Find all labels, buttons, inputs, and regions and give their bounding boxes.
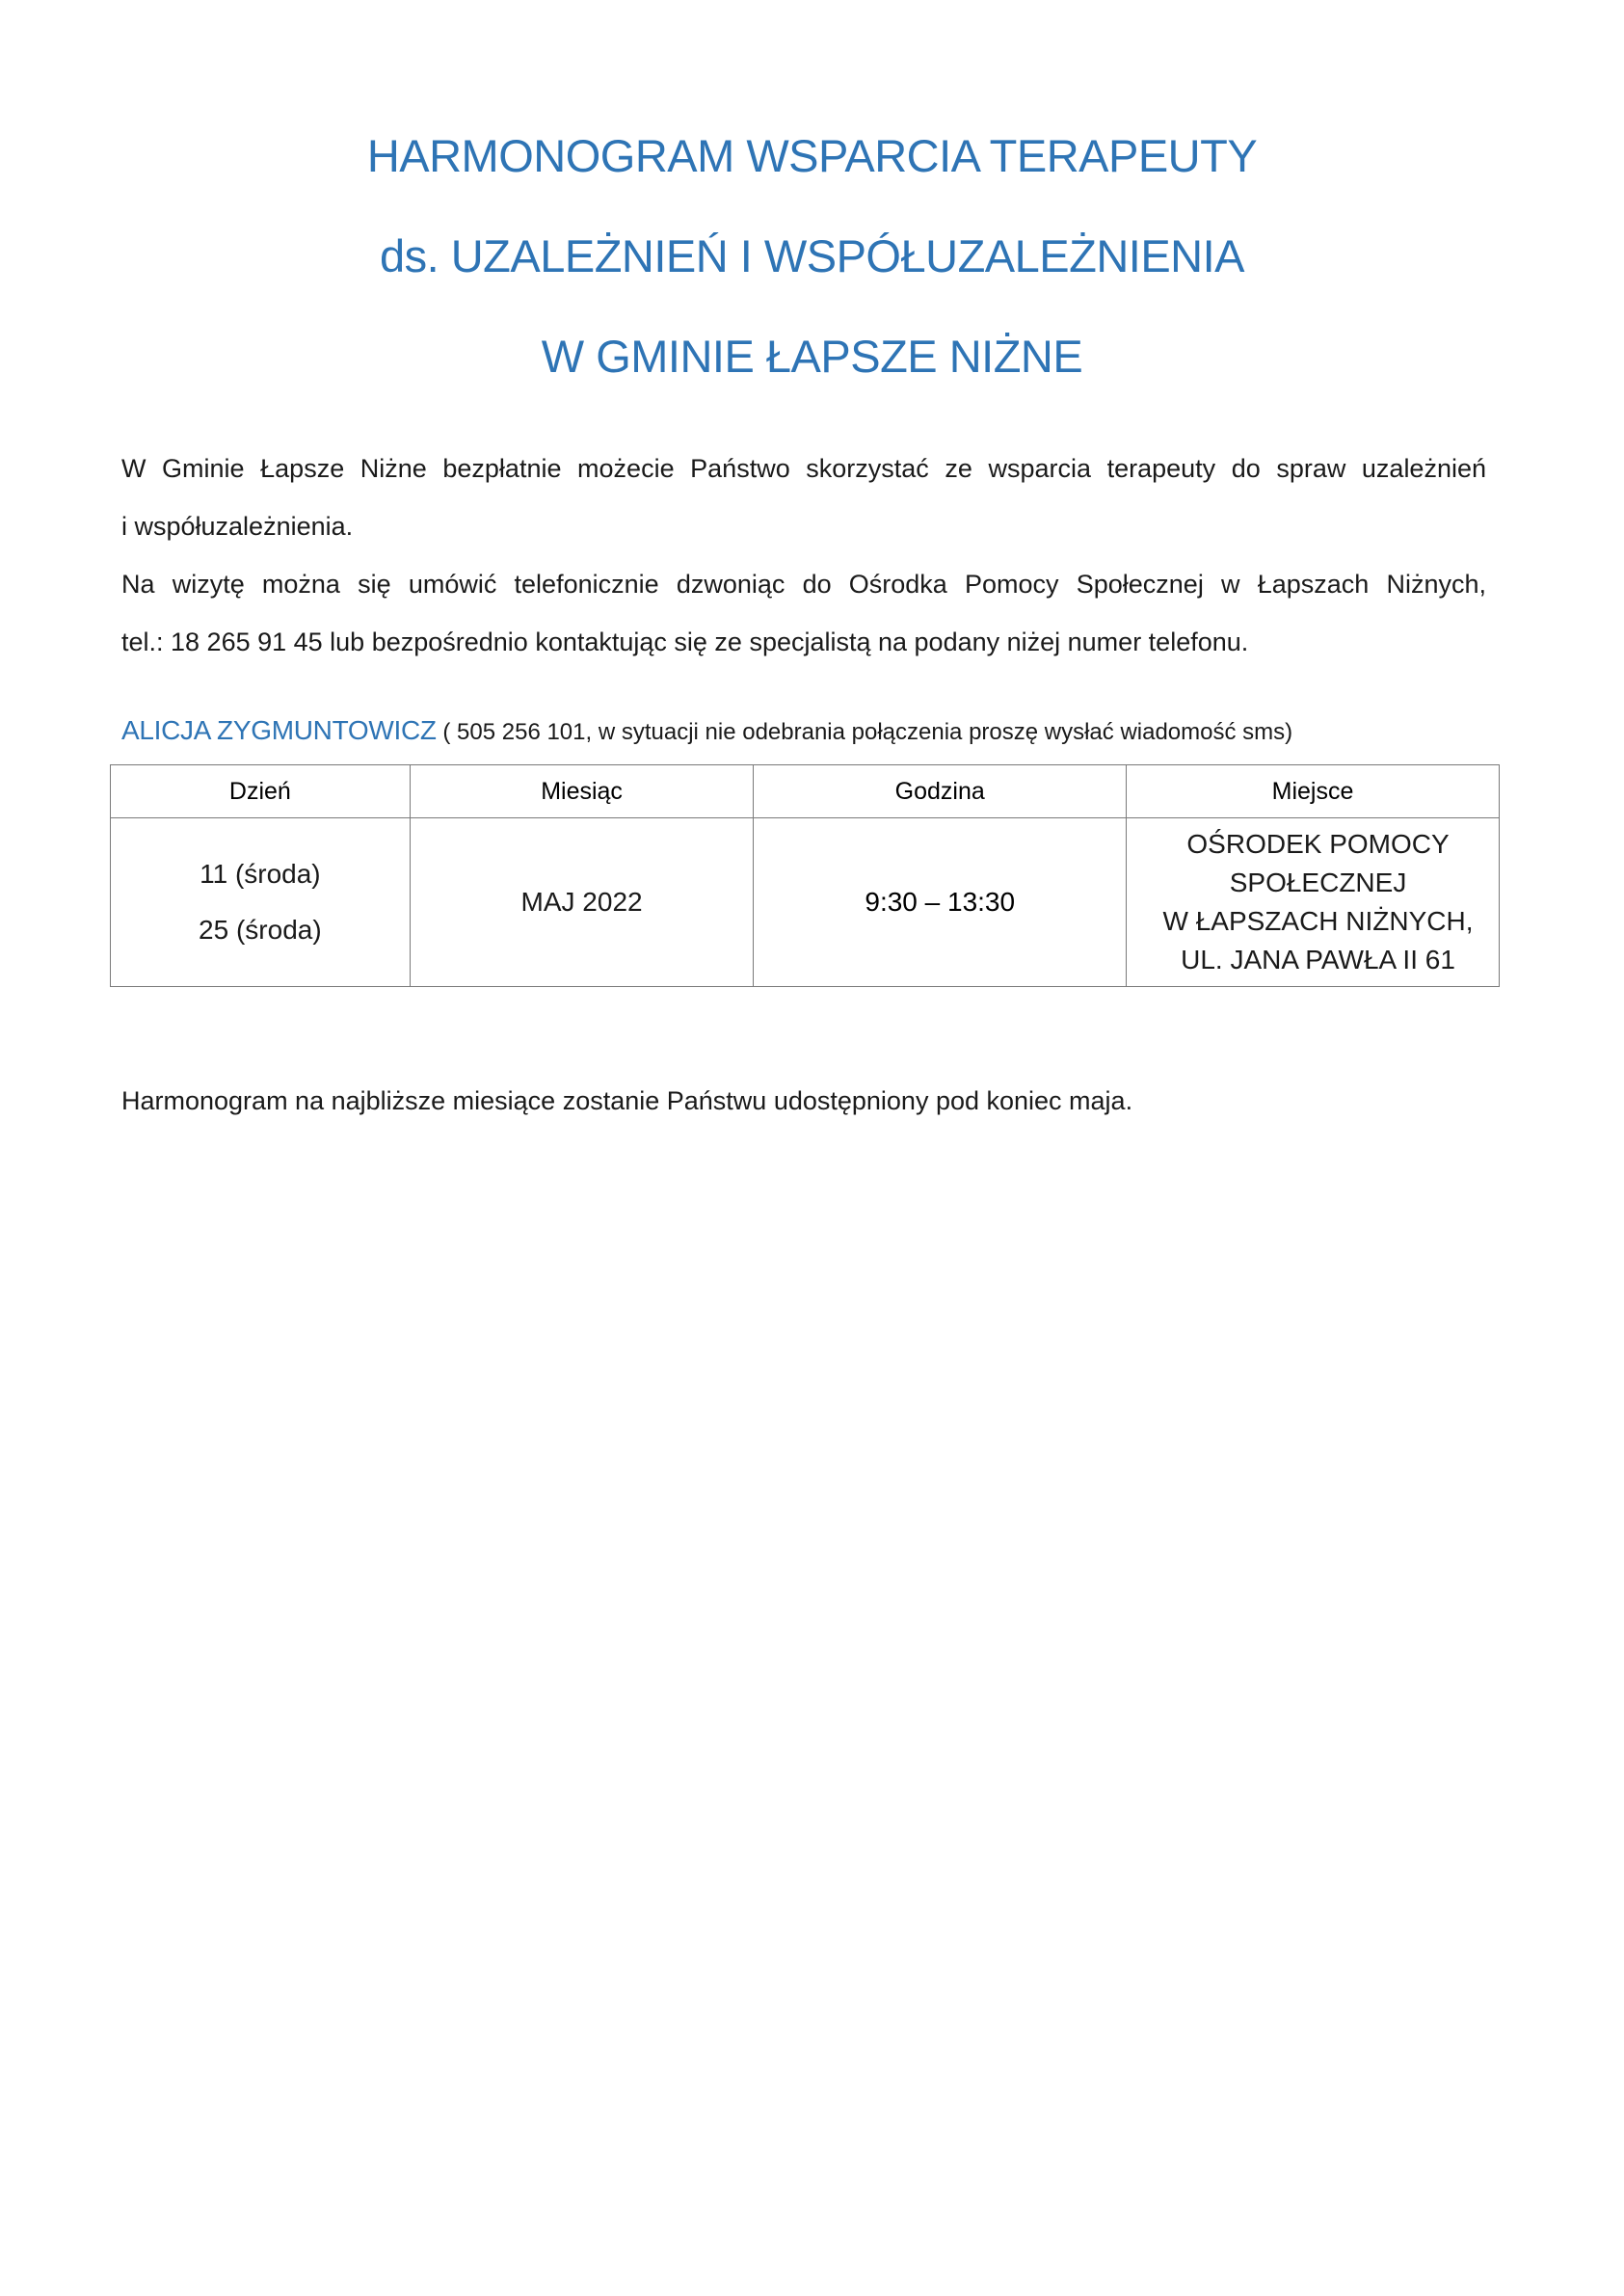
intro-p2-line2: tel.: 18 265 91 45 lub bezpośrednio kontaktując się ze specjalistą na podany niżej numer telefonu.	[121, 627, 1249, 656]
header-month: Miesiąc	[410, 765, 754, 818]
day-1: 11 (środa)	[200, 859, 321, 889]
month-cell: MAJ 2022	[410, 818, 754, 987]
document-title	[0, 106, 1624, 407]
place-line-4: UL. JANA PAWŁA II 61	[1181, 945, 1455, 974]
intro-text	[121, 440, 1486, 671]
therapist-phone-note: ( 505 256 101, w sytuacji nie odebrania połączenia proszę wysłać wiadomość sms)	[436, 719, 1293, 745]
hour-cell: 9:30 – 13:30	[754, 818, 1127, 987]
title-line-1: HARMONOGRAM WSPARCIA TERAPEUTY	[366, 130, 1258, 181]
schedule-table	[110, 764, 1500, 987]
table-header-row	[111, 765, 1500, 818]
intro-p2-line1: Na wizytę można się umówić telefonicznie dzwoniąc do Ośrodka Pomocy Społecznej w Łapszach Niżnych,	[121, 570, 1486, 599]
therapist-name: ALICJA ZYGMUNTOWICZ	[121, 715, 437, 745]
table-row	[111, 818, 1500, 987]
intro-p1-line2: i współuzależnienia.	[121, 512, 354, 541]
title-line-2: ds. UZALEŻNIEŃ I WSPÓŁUZALEŻNIENIA	[379, 230, 1245, 281]
day-2: 25 (środa)	[199, 915, 322, 945]
intro-p1-line1: W Gminie Łapsze Niżne bezpłatnie możecie Państwo skorzystać ze wsparcia terapeuty do spraw uzależnień	[121, 454, 1486, 483]
title-line-3: W GMINIE ŁAPSZE NIŻNE	[541, 331, 1083, 382]
day-cell	[111, 818, 411, 987]
header-hour: Godzina	[754, 765, 1127, 818]
header-day: Dzień	[111, 765, 411, 818]
place-cell	[1127, 818, 1500, 987]
header-place: Miejsce	[1127, 765, 1500, 818]
place-line-1: OŚRODEK POMOCY	[1186, 829, 1450, 859]
place-line-2: SPOŁECZNEJ	[1229, 868, 1407, 897]
therapist-contact	[121, 711, 1500, 752]
place-line-3: W ŁAPSZACH NIŻNYCH,	[1162, 906, 1474, 936]
footer-note: Harmonogram na najbliższe miesiące zostanie Państwu udostępniony pod koniec maja.	[121, 1086, 1133, 1115]
